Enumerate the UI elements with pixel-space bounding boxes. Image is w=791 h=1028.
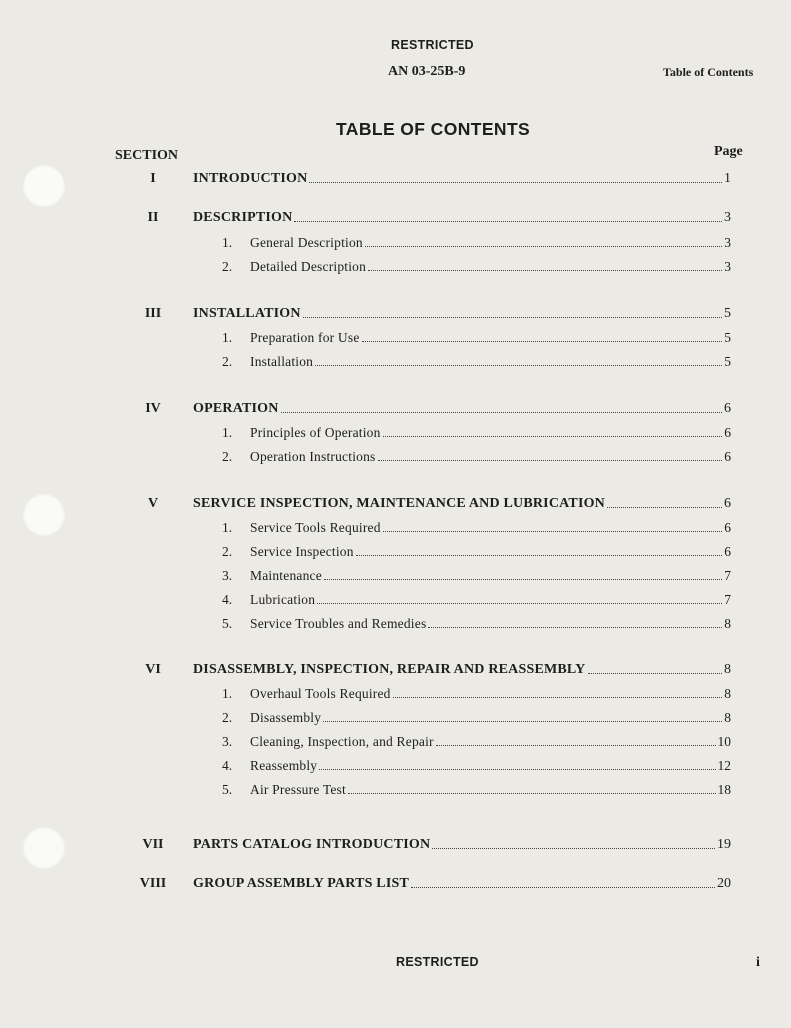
toc-page-number: 6	[724, 496, 731, 511]
dot-leader	[348, 792, 716, 794]
dot-leader	[356, 554, 723, 556]
dot-leader	[294, 220, 722, 222]
toc-item-row	[222, 330, 731, 346]
running-title: Table of Contents	[663, 65, 754, 79]
toc-page-number: 6	[724, 425, 731, 440]
toc-item-title: Service Inspection	[250, 544, 354, 559]
toc-item-row	[222, 592, 731, 608]
toc-item-title: Detailed Description	[250, 259, 367, 274]
toc-item-row	[222, 425, 731, 441]
toc-item-number: 2.	[222, 449, 233, 464]
toc-page-number: 18	[717, 782, 731, 797]
toc-item-number: 2.	[222, 544, 233, 559]
toc-page-number: 20	[717, 876, 731, 891]
page-title: TABLE OF CONTENTS	[336, 119, 531, 139]
toc-item-number: 5.	[222, 616, 233, 631]
toc-page-number: 3	[724, 259, 731, 274]
toc-section-row	[193, 401, 731, 417]
toc-section-row	[193, 876, 731, 892]
toc-item-row	[222, 710, 731, 726]
toc-item-row	[222, 449, 731, 465]
header-classification: RESTRICTED	[391, 38, 474, 52]
page-number: i	[756, 955, 760, 970]
toc-item-number: 1.	[222, 235, 233, 250]
toc-section-numeral: VIII	[139, 876, 167, 891]
toc-page-number: 8	[724, 616, 731, 631]
toc-item-row	[222, 568, 731, 584]
toc-page-number: 8	[724, 710, 731, 725]
toc-section-title: PARTS CATALOG INTRODUCTION	[193, 837, 431, 852]
toc-item-number: 5.	[222, 782, 233, 797]
toc-item-row	[222, 235, 731, 251]
toc-section-numeral: I	[150, 171, 156, 186]
toc-item-number: 2.	[222, 710, 233, 725]
toc-item-row	[222, 544, 731, 560]
toc-section-numeral: III	[144, 306, 162, 321]
dot-leader	[378, 459, 723, 461]
toc-page-number: 6	[724, 401, 731, 416]
toc-item-row	[222, 520, 731, 536]
toc-item-number: 3.	[222, 734, 233, 749]
dot-leader	[607, 506, 722, 508]
toc-page-number: 7	[724, 568, 731, 583]
dot-leader	[368, 269, 722, 271]
toc-page-number: 5	[724, 330, 731, 345]
toc-page-number: 5	[724, 354, 731, 369]
dot-leader	[309, 181, 722, 183]
toc-item-title: Service Tools Required	[250, 520, 381, 535]
toc-item-number: 3.	[222, 568, 233, 583]
dot-leader	[411, 886, 715, 888]
document-number: AN 03-25B-9	[388, 64, 466, 79]
toc-item-number: 1.	[222, 520, 233, 535]
dot-leader	[365, 245, 722, 247]
toc-item-row	[222, 734, 731, 750]
toc-page-number: 3	[724, 235, 731, 250]
dot-leader	[393, 696, 723, 698]
toc-section-title: DISASSEMBLY, INSPECTION, REPAIR AND REASSEMBLY	[193, 662, 586, 677]
toc-item-row	[222, 758, 731, 774]
toc-page-number: 19	[717, 837, 731, 852]
toc-item-row	[222, 616, 731, 632]
toc-section-numeral: VI	[145, 662, 161, 677]
toc-item-title: General Description	[250, 235, 363, 250]
toc-page-number: 7	[724, 592, 731, 607]
binder-hole-top	[23, 165, 65, 207]
toc-section-title: GROUP ASSEMBLY PARTS LIST	[193, 876, 409, 891]
toc-page-number: 5	[724, 306, 731, 321]
toc-page-number: 8	[724, 686, 731, 701]
toc-item-number: 2.	[222, 259, 233, 274]
toc-item-title: Operation Instructions	[250, 449, 376, 464]
toc-page-number: 1	[724, 171, 731, 186]
toc-item-number: 4.	[222, 758, 233, 773]
toc-item-title: Preparation for Use	[250, 330, 360, 345]
toc-page-number: 8	[724, 662, 731, 677]
toc-item-title: Principles of Operation	[250, 425, 381, 440]
dot-leader	[315, 364, 722, 366]
toc-item-title: Air Pressure Test	[250, 782, 346, 797]
toc-item-title: Maintenance	[250, 568, 322, 583]
footer-classification: RESTRICTED	[396, 955, 479, 969]
toc-section-numeral: IV	[145, 401, 161, 416]
binder-hole-middle	[23, 494, 65, 536]
toc-item-number: 4.	[222, 592, 233, 607]
section-column-heading: SECTION	[115, 148, 179, 163]
dot-leader	[319, 768, 715, 770]
toc-section-title: INTRODUCTION	[193, 171, 308, 186]
toc-item-title: Reassembly	[250, 758, 318, 773]
toc-item-number: 2.	[222, 354, 233, 369]
toc-section-title: DESCRIPTION	[193, 210, 293, 225]
toc-section-row	[193, 837, 731, 853]
dot-leader	[428, 626, 722, 628]
toc-page-number: 12	[717, 758, 731, 773]
toc-page-number: 3	[724, 210, 731, 225]
toc-section-row	[193, 662, 731, 678]
toc-section-numeral: VII	[142, 837, 164, 852]
dot-leader	[317, 602, 722, 604]
toc-item-title: Installation	[250, 354, 314, 369]
dot-leader	[436, 744, 716, 746]
toc-item-row	[222, 782, 731, 798]
dot-leader	[303, 316, 722, 318]
toc-page-number: 10	[717, 734, 731, 749]
toc-section-row	[193, 496, 731, 512]
toc-item-title: Overhaul Tools Required	[250, 686, 391, 701]
toc-section-numeral: II	[147, 210, 159, 225]
toc-item-number: 1.	[222, 330, 233, 345]
dot-leader	[588, 672, 723, 674]
toc-item-title: Lubrication	[250, 592, 316, 607]
dot-leader	[281, 411, 722, 413]
dot-leader	[432, 847, 715, 849]
toc-page-number: 6	[724, 544, 731, 559]
dot-leader	[323, 720, 722, 722]
toc-page-number: 6	[724, 449, 731, 464]
toc-section-title: INSTALLATION	[193, 306, 301, 321]
dot-leader	[383, 435, 723, 437]
toc-item-row	[222, 354, 731, 370]
toc-section-row	[193, 210, 731, 226]
toc-item-title: Service Troubles and Remedies	[250, 616, 427, 631]
binder-hole-bottom	[23, 827, 65, 869]
toc-page-number: 6	[724, 520, 731, 535]
toc-section-title: SERVICE INSPECTION, MAINTENANCE AND LUBRICATION	[193, 496, 605, 511]
toc-section-row	[193, 171, 731, 187]
dot-leader	[324, 578, 722, 580]
toc-item-row	[222, 259, 731, 275]
toc-item-number: 1.	[222, 425, 233, 440]
toc-section-title: OPERATION	[193, 401, 279, 416]
toc-item-title: Cleaning, Inspection, and Repair	[250, 734, 434, 749]
dot-leader	[383, 530, 723, 532]
toc-section-numeral: V	[147, 496, 159, 511]
toc-item-row	[222, 686, 731, 702]
dot-leader	[362, 340, 723, 342]
toc-item-number: 1.	[222, 686, 233, 701]
toc-section-row	[193, 306, 731, 322]
page-column-heading: Page	[714, 144, 743, 159]
toc-item-title: Disassembly	[250, 710, 322, 725]
